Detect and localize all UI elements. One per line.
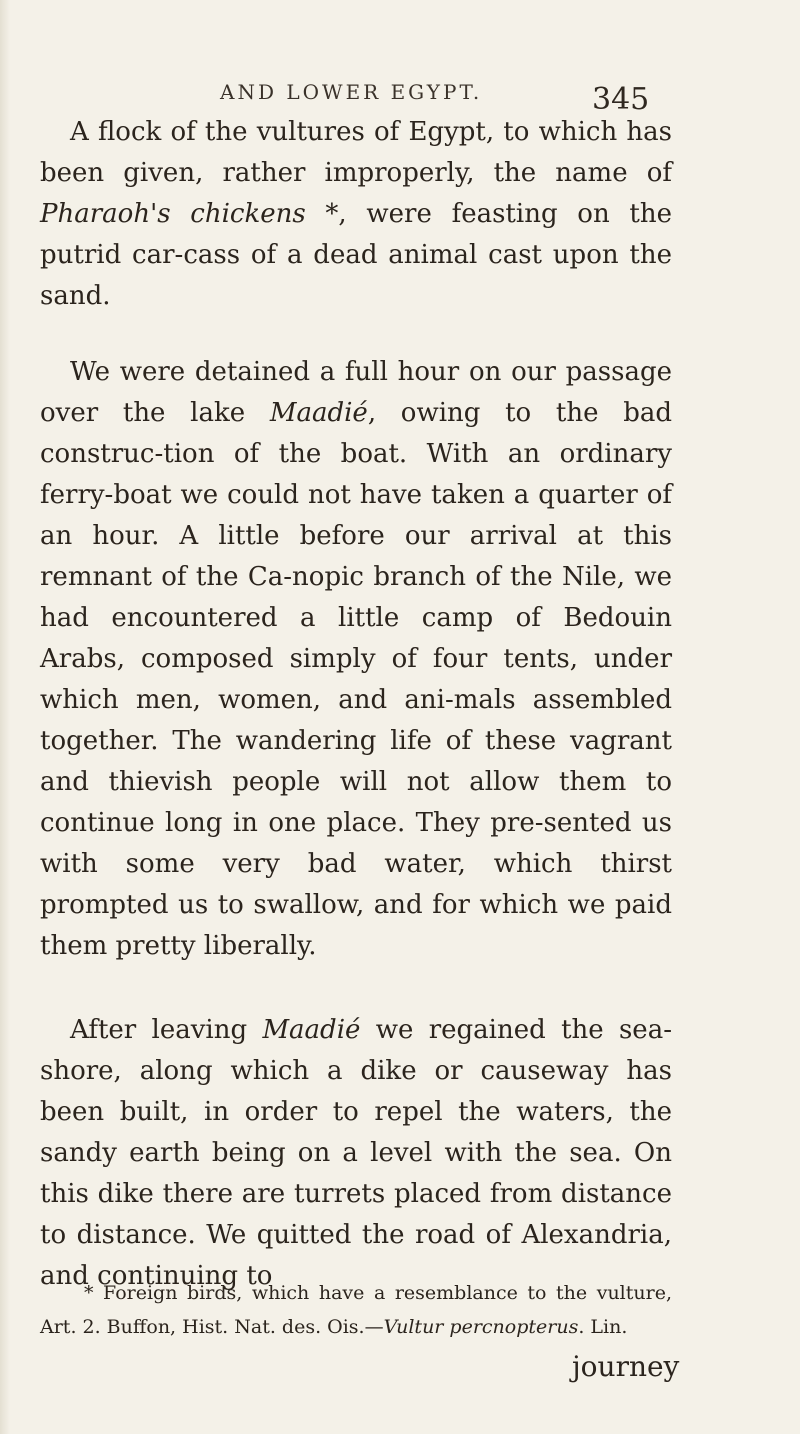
paragraph-1 [40, 112, 672, 317]
paragraph-2 [40, 352, 672, 967]
paragraph-1-text-a: A flock of the vultures of Egypt, to which has been given, rather improperly, the name of [40, 117, 672, 188]
page-gutter [0, 0, 10, 1434]
paragraph-2-italic-term: Maadié [269, 398, 368, 428]
paragraph-3 [40, 1010, 672, 1297]
catchword: journey [572, 1350, 680, 1383]
paragraph-1-text-b: *, were feasting on the putrid car-cass of a dead animal cast upon the sand. [40, 199, 672, 311]
footnote [40, 1276, 672, 1344]
footnote-text-b: . Lin. [578, 1316, 628, 1338]
paragraph-3-text-b: we regained the sea-shore, along which a dike or causeway has been built, in order to repel the waters, the sandy earth being on a level with the sea. On this dike there are turrets placed from distance to distance. We quitted the road of Alexandria, and continuing to [40, 1015, 672, 1291]
paragraph-2-text-a: We were detained a full hour on our passage over the lake [40, 357, 672, 428]
body-text [40, 112, 672, 1340]
page-number: 345 [592, 82, 650, 117]
paragraph-3-italic-term: Maadié [262, 1015, 361, 1045]
footnote-italic-term: Vultur percnopterus [383, 1316, 579, 1338]
footnote-text [40, 1276, 672, 1344]
running-head: AND LOWER EGYPT. [220, 80, 483, 104]
paragraph-2-text-b: , owing to the bad construc-tion of the boat. With an ordinary ferry-boat we could not have taken a quarter of an hour. A little before our arrival at this remnant of the Ca-nopic branch of the Nile, we had encountered a little camp of Bedouin Arabs, composed simply of four tents, under which men, women, and ani-mals assembled together. The wandering life of these vagrant and thievish people will not allow them to continue long in one place. They pre-sented us with some very bad water, which thirst prompted us to swallow, and for which we paid them pretty liberally. [40, 398, 672, 961]
footnote-text-a: * Foreign birds, which have a resemblance to the vulture, Art. 2. Buffon, Hist. Nat. des. Ois.— [40, 1282, 672, 1338]
paragraph-3-text-a: After leaving [70, 1015, 263, 1045]
paragraph-1-italic-term: Pharaoh's chickens [40, 199, 306, 229]
